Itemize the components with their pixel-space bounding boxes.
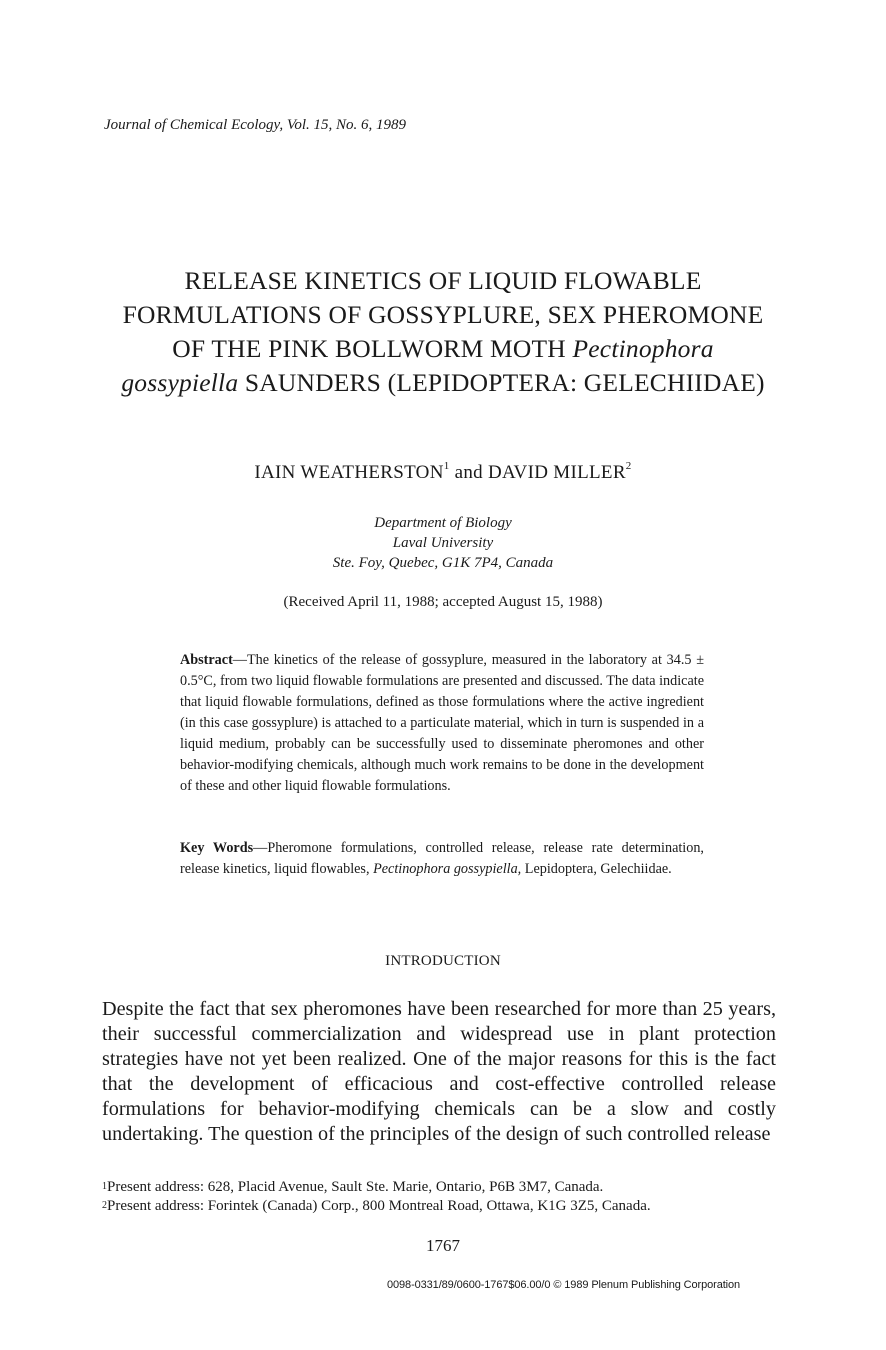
footnote-2-text: Present address: Forintek (Canada) Corp., 800 Montreal Road, Ottawa, K1G 3Z5, Canada. — [107, 1198, 651, 1214]
author-1: IAIN WEATHERSTON — [254, 462, 444, 483]
article-title — [80, 264, 806, 400]
affiliation-department: Department of Biology — [374, 515, 512, 531]
author-conjunction: and — [449, 462, 488, 483]
key-words-text-end: Lepidoptera, Gelechiidae. — [521, 861, 672, 877]
title-line-1: RELEASE KINETICS OF LIQUID FLOWABLE — [184, 266, 702, 295]
footnotes — [102, 1178, 782, 1216]
introduction-body: Despite the fact that sex pheromones have been researched for more than 25 years, their successful commercialization and widespread use in plant protection strategies have not yet been realized. One of the major reasons for this is the fact that the development of efficacious and cost-effective controlled release formulations for behavior-modifying chemicals can be a slow and costly undertaking. The question of the principles of the design of such controlled release — [102, 998, 776, 1145]
title-line-2: FORMULATIONS OF GOSSYPLURE, SEX PHEROMONE — [122, 300, 764, 329]
author-line — [0, 462, 886, 484]
footnote-1 — [102, 1178, 782, 1197]
journal-citation: Journal of Chemical Ecology, Vol. 15, No. 6, 1989 — [104, 117, 407, 133]
copyright-line: 0098-0331/89/0600-1767$06.00/0 © 1989 Plenum Publishing Corporation — [387, 1279, 741, 1291]
key-words-text: —Pheromone formulations, controlled release, release rate determination, release kinetics, liquid flowables, — [180, 840, 704, 877]
section-heading-introduction: INTRODUCTION — [385, 953, 501, 969]
title-line-4-text: SAUNDERS (LEPIDOPTERA: GELECHIIDAE) — [238, 368, 765, 397]
title-line-3 — [80, 332, 806, 366]
affiliation — [0, 513, 886, 573]
affiliation-university: Laval University — [392, 535, 494, 551]
key-words — [180, 838, 704, 880]
key-words-species: Pectinophora gossypiella, — [373, 861, 522, 877]
abstract-text: —The kinetics of the release of gossyplure, measured in the laboratory at 34.5 ± 0.5°C, from two liquid flowable formulations are presented and discussed. The data indicate that liquid flowable formulations, defined as those formulations where the active ingredient (in this case gossyplure) is attached to a particulate material, which in turn is suspended in a liquid medium, probably can be successfully used to disseminate pheromones and other behavior-modifying chemicals, although much work remains to be done in the development of these and other liquid flowable formulations. — [180, 652, 704, 794]
page-number: 1767 — [426, 1236, 460, 1255]
footnote-1-text: Present address: 628, Placid Avenue, Sault Ste. Marie, Ontario, P6B 3M7, Canada. — [107, 1179, 604, 1195]
footnote-2-mark: 2 — [102, 1200, 107, 1211]
author-2-footnote-mark: 2 — [625, 460, 632, 472]
received-dates: (Received April 11, 1988; accepted August 15, 1988) — [283, 594, 603, 610]
author-2: DAVID MILLER — [487, 462, 626, 483]
title-species: gossypiella — [121, 368, 239, 397]
abstract — [180, 650, 704, 797]
title-line-3-text: OF THE PINK BOLLWORM MOTH — [172, 334, 573, 363]
footnote-2 — [102, 1197, 782, 1216]
footnote-1-mark: 1 — [102, 1181, 107, 1192]
affiliation-address: Ste. Foy, Quebec, G1K 7P4, Canada — [332, 555, 554, 571]
title-line-4 — [80, 366, 806, 400]
abstract-label: Abstract — [180, 652, 233, 668]
author-1-footnote-mark: 1 — [443, 460, 450, 472]
title-genus: Pectinophora — [572, 334, 714, 363]
key-words-label: Key Words — [180, 840, 254, 856]
